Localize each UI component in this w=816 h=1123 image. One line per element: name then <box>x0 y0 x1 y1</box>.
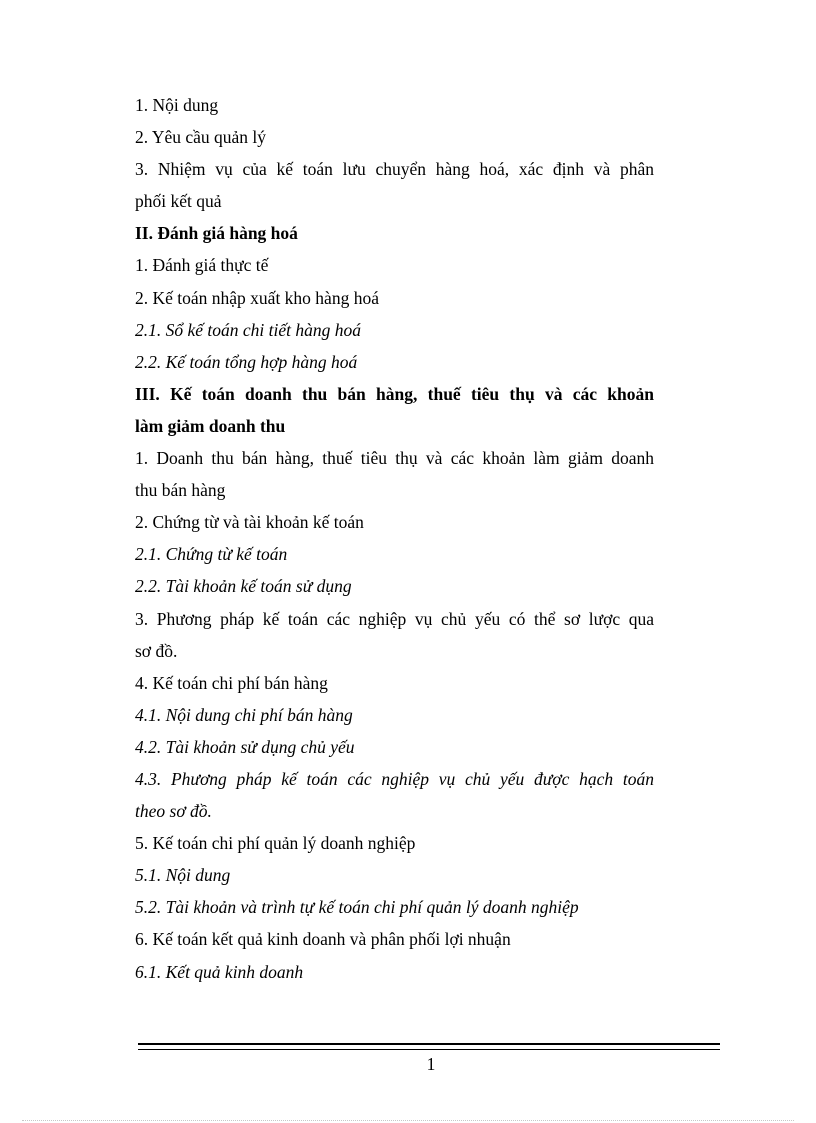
outline-line: 2. Chứng từ và tài khoản kế toán <box>135 512 364 533</box>
outline-line: thu bán hàng <box>135 480 226 501</box>
page-edge-dotted-line <box>22 1120 794 1121</box>
outline-line: 4. Kế toán chi phí bán hàng <box>135 672 328 693</box>
subsection-line: 4.1. Nội dung chi phí bán hàng <box>135 704 353 725</box>
outline-line: 3. Nhiệm vụ của kế toán lưu chuyển hàng hoá, xác định và phân <box>135 159 654 180</box>
subsection-line: theo sơ đồ. <box>135 801 212 822</box>
outline-line: 1. Nội dung <box>135 95 219 115</box>
section-heading-line: III. Kế toán doanh thu bán hàng, thuế tiêu thụ và các khoản <box>135 383 654 404</box>
subsection-line: 5.2. Tài khoản và trình tự kế toán chi phí quản lý doanh nghiệp <box>135 897 579 918</box>
subsection-line: 2.2. Tài khoản kế toán sử dụng <box>135 576 352 597</box>
outline-line: 1. Doanh thu bán hàng, thuế tiêu thụ và các khoản làm giảm doanh <box>135 448 654 469</box>
section-heading-line: II. Đánh giá hàng hoá <box>135 223 298 244</box>
outline-line: 5. Kế toán chi phí quản lý doanh nghiệp <box>135 833 416 854</box>
outline-line: sơ đồ. <box>135 640 178 661</box>
outline-line: 1. Đánh giá thực tế <box>135 255 269 276</box>
subsection-line: 2.1. Sổ kế toán chi tiết hàng hoá <box>135 319 362 340</box>
outline-line: 2. Yêu cầu quản lý <box>135 127 267 148</box>
subsection-line: 6.1. Kết quả kinh doanh <box>135 961 304 982</box>
section-heading-line: làm giảm doanh thu <box>135 415 286 436</box>
subsection-line: 4.3. Phương pháp kế toán các nghiệp vụ chủ yếu được hạch toán <box>135 768 654 789</box>
outline-line: 2. Kế toán nhập xuất kho hàng hoá <box>135 287 379 308</box>
document-body <box>135 89 654 988</box>
page-number: 1 <box>426 1054 436 1074</box>
outline-line: phối kết quả <box>135 191 222 212</box>
outline-line: 3. Phương pháp kế toán các nghiệp vụ chủ yếu có thể sơ lược qua <box>135 608 654 629</box>
subsection-line: 2.2. Kế toán tổng hợp hàng hoá <box>135 351 358 372</box>
outline-line: 6. Kế toán kết quả kinh doanh và phân phối lợi nhuận <box>135 929 511 950</box>
subsection-line: 4.2. Tài khoản sử dụng chủ yếu <box>135 736 355 757</box>
footer-double-rule <box>138 1043 720 1050</box>
subsection-line: 5.1. Nội dung <box>135 865 231 886</box>
subsection-line: 2.1. Chứng từ kế toán <box>135 544 288 565</box>
